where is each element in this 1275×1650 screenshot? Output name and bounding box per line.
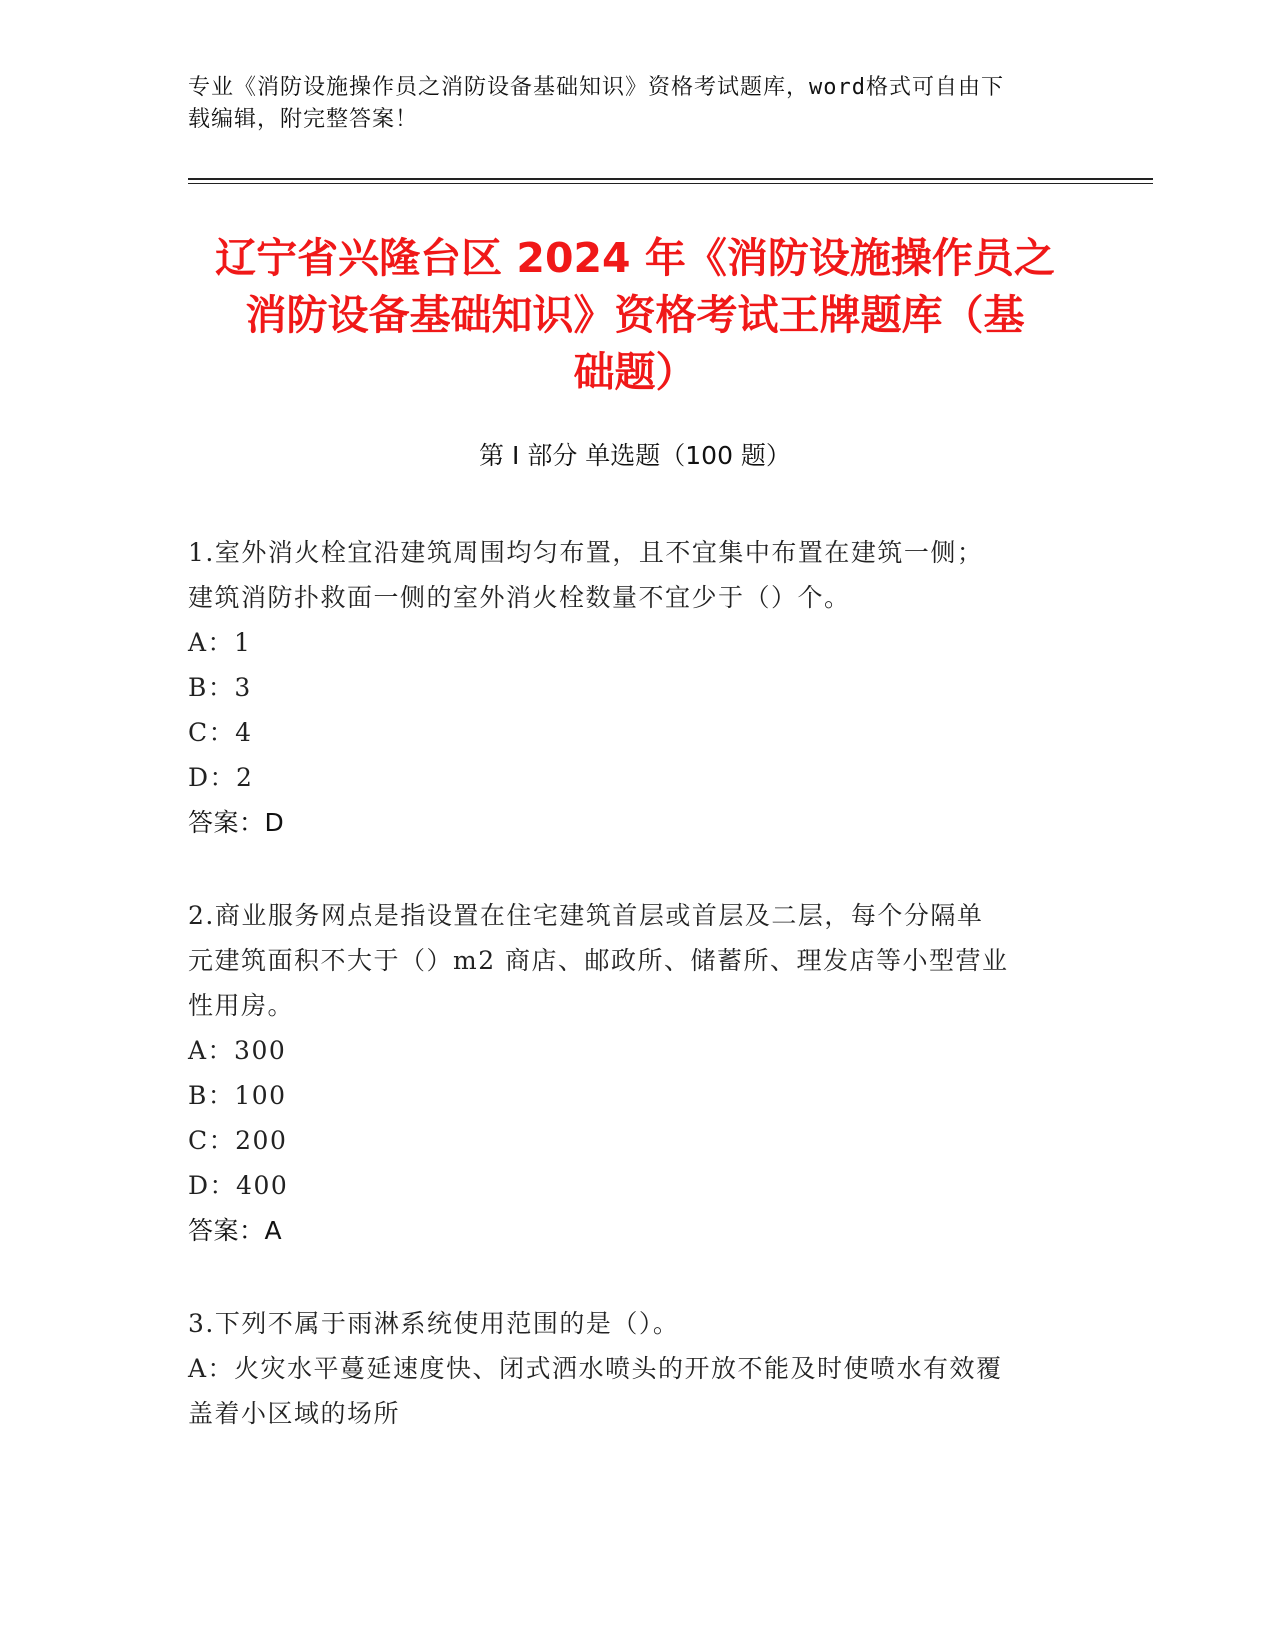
intro-line-2: 载编辑，附完整答案！ [188,107,419,132]
header-divider-thin [188,183,1153,184]
answer: 答案：D [188,808,285,837]
option-d: D：2 [188,763,254,792]
title-line-1: 辽宁省兴隆台区 2024 年《消防设施操作员之 [215,234,1055,282]
option-c: C：200 [188,1126,288,1155]
option-a: A：火灾水平蔓延速度快、闭式洒水喷头的开放不能及时使喷水有效覆 [188,1354,1003,1383]
question-stem: 2.商业服务网点是指设置在住宅建筑首层或首层及二层，每个分隔单 [188,901,984,930]
question-stem: 性用房。 [188,991,295,1020]
question-3 [188,1301,1088,1436]
answer: 答案：A [188,1216,283,1245]
question-stem: 1.室外消火栓宜沿建筑周围均匀布置，且不宜集中布置在建筑一侧； [188,538,984,567]
option-d: D：400 [188,1171,289,1200]
option-a: A：1 [188,628,252,657]
intro-text [188,72,1088,136]
intro-line-1: 专业《消防设施操作员之消防设备基础知识》资格考试题库，word格式可自由下 [188,75,1004,100]
option-a-continued: 盖着小区域的场所 [188,1399,401,1428]
section-heading: 第 I 部分 单选题（100 题） [479,441,791,470]
option-b: B：3 [188,673,252,702]
option-b: B：100 [188,1081,287,1110]
document-title [160,230,1110,401]
question-stem: 元建筑面积不大于（）m2 商店、邮政所、储蓄所、理发店等小型营业 [188,946,1009,975]
question-list [188,530,1088,1484]
option-a: A：300 [188,1036,287,1065]
title-line-3: 础题） [573,348,697,396]
title-line-2: 消防设备基础知识》资格考试王牌题库（基 [245,291,1025,339]
question-1 [188,530,1088,845]
question-2 [188,893,1088,1253]
header-divider-thick [188,178,1153,180]
option-c: C：4 [188,718,253,747]
question-stem: 3.下列不属于雨淋系统使用范围的是（）。 [188,1309,680,1338]
question-stem: 建筑消防扑救面一侧的室外消火栓数量不宜少于（）个。 [188,583,851,612]
